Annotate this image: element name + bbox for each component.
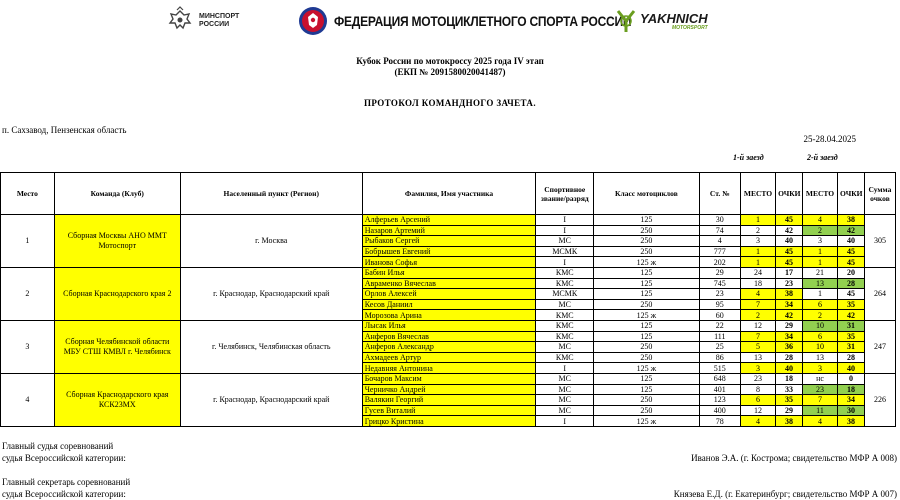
rider-class: 125 ж (594, 363, 699, 374)
rider-rank: МС (536, 342, 594, 353)
race2-points: 38 (838, 215, 865, 226)
rider-rank: I (536, 363, 594, 374)
rider-start-number: 78 (699, 416, 740, 427)
rider-class: 125 (594, 373, 699, 384)
rider-rank: МС (536, 236, 594, 247)
race2-points: 45 (838, 246, 865, 257)
rider-class: 125 (594, 278, 699, 289)
event-location: п. Сахзавод, Пензенская область (2, 125, 127, 135)
logo-strip (0, 4, 900, 38)
judge-name: Иванов Э.А. (г. Кострома; свидетельство МФР А 008) (691, 453, 897, 463)
race1-place: 12 (740, 405, 775, 416)
event-title: Кубок России по мотокроссу 2025 года IV этап (356, 56, 544, 66)
race1-place: 23 (740, 373, 775, 384)
rider-name: Рыбаков Сергей (362, 236, 536, 247)
yakhnich-logo (615, 4, 708, 38)
rider-class: 125 (594, 267, 699, 278)
rider-start-number: 22 (699, 320, 740, 331)
rider-name: Алферьев Арсений (362, 215, 536, 226)
race2-points: 18 (838, 384, 865, 395)
race2-points: 28 (838, 352, 865, 363)
race1-place: 7 (740, 299, 775, 310)
rider-class: 250 (594, 342, 699, 353)
rider-class: 250 (594, 225, 699, 236)
rider-rank: КМС (536, 267, 594, 278)
team-total: 305 (864, 215, 895, 268)
race1-points: 28 (776, 352, 803, 363)
race2-points: 40 (838, 363, 865, 374)
race1-place: 13 (740, 352, 775, 363)
race1-place: 4 (740, 416, 775, 427)
rider-rank: МСМК (536, 246, 594, 257)
race1-points: 34 (776, 331, 803, 342)
rider-start-number: 648 (699, 373, 740, 384)
table-row (1, 215, 896, 226)
rider-start-number: 95 (699, 299, 740, 310)
race1-points: 23 (776, 278, 803, 289)
rider-class: 125 ж (594, 310, 699, 321)
rider-start-number: 515 (699, 363, 740, 374)
race2-points: 28 (838, 278, 865, 289)
race2-place: 6 (802, 331, 837, 342)
race1-points: 45 (776, 257, 803, 268)
race1-points: 17 (776, 267, 803, 278)
rider-start-number: 777 (699, 246, 740, 257)
col-class: Класс мотоциклов (594, 173, 699, 215)
rider-start-number: 123 (699, 395, 740, 406)
race1-place: 4 (740, 289, 775, 300)
race2-points: 38 (838, 416, 865, 427)
rider-name: Бобрышев Евгений (362, 246, 536, 257)
rider-name: Грицко Кристина (362, 416, 536, 427)
race2-place: 21 (802, 267, 837, 278)
protocol-title: ПРОТОКОЛ КОМАНДНОГО ЗАЧЕТА. (364, 98, 536, 108)
secretary-title: Главный секретарь соревнований (2, 477, 131, 487)
race1-place: 2 (740, 310, 775, 321)
race1-place: 12 (740, 320, 775, 331)
rider-rank: КМС (536, 278, 594, 289)
col-race2-points: ОЧКИ (838, 173, 865, 215)
col-team: Команда (Клуб) (54, 173, 180, 215)
rider-name: Черничко Андрей (362, 384, 536, 395)
race1-points: 36 (776, 342, 803, 353)
race2-place: 3 (802, 363, 837, 374)
rider-start-number: 30 (699, 215, 740, 226)
rider-name: Гусев Виталий (362, 405, 536, 416)
rider-name: Лысак Илья (362, 320, 536, 331)
race2-points: 20 (838, 267, 865, 278)
team-name: Сборная Краснодарского края 2 (54, 267, 180, 320)
rider-start-number: 25 (699, 342, 740, 353)
rider-name: Кесов Даниил (362, 299, 536, 310)
team-city: г. Москва (180, 215, 362, 268)
rider-start-number: 202 (699, 257, 740, 268)
team-place: 1 (1, 215, 55, 268)
race2-points: 0 (838, 373, 865, 384)
rider-class: 250 (594, 236, 699, 247)
rider-class: 125 ж (594, 257, 699, 268)
race2-label: 2-й заезд (807, 153, 838, 162)
rider-start-number: 400 (699, 405, 740, 416)
secretary-name: Князева Е.Д. (г. Екатеринбург; свидетельство МФР А 007) (673, 489, 897, 499)
rider-rank: КМС (536, 310, 594, 321)
race2-place: 10 (802, 320, 837, 331)
rider-class: 125 (594, 320, 699, 331)
fms-title: ФЕДЕРАЦИЯ МОТОЦИКЛЕТНОГО СПОРТА РОССИИ (334, 13, 632, 29)
race2-place: 11 (802, 405, 837, 416)
race1-place: 3 (740, 236, 775, 247)
race2-place: 2 (802, 310, 837, 321)
team-total: 264 (864, 267, 895, 320)
race1-place: 1 (740, 246, 775, 257)
race2-place: 6 (802, 299, 837, 310)
race2-points: 42 (838, 225, 865, 236)
col-city: Населенный пункт (Регион) (180, 173, 362, 215)
rider-start-number: 111 (699, 331, 740, 342)
race1-points: 42 (776, 310, 803, 321)
race2-points: 31 (838, 320, 865, 331)
rider-name: Валякин Георгий (362, 395, 536, 406)
race2-place: 4 (802, 215, 837, 226)
rider-name: Назаров Артемий (362, 225, 536, 236)
race1-points: 45 (776, 215, 803, 226)
secretary-category: судья Всероссийской категории: (2, 489, 126, 499)
race2-points: 42 (838, 310, 865, 321)
col-total: Сумма очков (864, 173, 895, 215)
rider-rank: КМС (536, 331, 594, 342)
race2-place: 1 (802, 257, 837, 268)
race2-points: 45 (838, 257, 865, 268)
rider-rank: МСМК (536, 289, 594, 300)
rider-name: Авраменко Вячеслав (362, 278, 536, 289)
event-date: 25-28.04.2025 (803, 134, 856, 144)
table-header-row (1, 173, 896, 215)
race2-points: 34 (838, 395, 865, 406)
race2-points: 35 (838, 299, 865, 310)
race1-place: 3 (740, 363, 775, 374)
race1-points: 18 (776, 373, 803, 384)
event-ekp: (ЕКП № 2091580020041487) (394, 67, 506, 77)
rider-start-number: 745 (699, 278, 740, 289)
rider-name: Анферов Вячеслав (362, 331, 536, 342)
race1-points: 38 (776, 416, 803, 427)
yakhnich-subtext: MOTORSPORT (672, 24, 708, 31)
race2-place: нс (802, 373, 837, 384)
race2-place: 4 (802, 416, 837, 427)
team-name: Сборная Челябинской области МБУ СТШ КМВЛ г. Челябинск (54, 320, 180, 373)
col-place: Место (1, 173, 55, 215)
rider-rank: МС (536, 384, 594, 395)
col-race2-place: МЕСТО (802, 173, 837, 215)
race1-points: 35 (776, 395, 803, 406)
race1-place: 1 (740, 257, 775, 268)
rider-name: Ахмадеев Артур (362, 352, 536, 363)
race1-place: 1 (740, 215, 775, 226)
race2-points: 35 (838, 331, 865, 342)
rider-rank: МС (536, 405, 594, 416)
race1-points: 29 (776, 405, 803, 416)
race1-place: 5 (740, 342, 775, 353)
race2-points: 45 (838, 289, 865, 300)
col-rank: Спортивное звание/разряд (536, 173, 594, 215)
race2-place: 2 (802, 225, 837, 236)
rider-class: 250 (594, 395, 699, 406)
team-city: г. Краснодар, Краснодарский край (180, 373, 362, 426)
rider-start-number: 4 (699, 236, 740, 247)
race1-label: 1-й заезд (733, 153, 764, 162)
team-total: 226 (864, 373, 895, 426)
col-race1-place: МЕСТО (740, 173, 775, 215)
rider-rank: КМС (536, 352, 594, 363)
race2-points: 30 (838, 405, 865, 416)
rider-start-number: 401 (699, 384, 740, 395)
race2-place: 1 (802, 289, 837, 300)
race2-points: 40 (838, 236, 865, 247)
race2-place: 23 (802, 384, 837, 395)
race1-points: 40 (776, 363, 803, 374)
rider-rank: МС (536, 299, 594, 310)
team-name: Сборная Москвы АНО ММТ Мотоспорт (54, 215, 180, 268)
team-city: г. Челябинск, Челябинская область (180, 320, 362, 373)
rider-name: Бабин Илья (362, 267, 536, 278)
rider-rank: КМС (536, 320, 594, 331)
rider-rank: МС (536, 395, 594, 406)
rider-class: 125 (594, 384, 699, 395)
rider-start-number: 29 (699, 267, 740, 278)
team-city: г. Краснодар, Краснодарский край (180, 267, 362, 320)
table-row (1, 373, 896, 384)
race2-place: 13 (802, 278, 837, 289)
race1-points: 42 (776, 225, 803, 236)
rider-rank: I (536, 215, 594, 226)
race1-place: 6 (740, 395, 775, 406)
rider-name: Орлов Алексей (362, 289, 536, 300)
col-name: Фамилия, Имя участника (362, 173, 536, 215)
col-race1-points: ОЧКИ (776, 173, 803, 215)
rider-rank: I (536, 225, 594, 236)
rider-class: 250 (594, 246, 699, 257)
table-row (1, 267, 896, 278)
rider-name: Бочаров Максим (362, 373, 536, 384)
rider-class: 250 (594, 352, 699, 363)
rider-class: 125 ж (594, 416, 699, 427)
race1-place: 2 (740, 225, 775, 236)
race2-place: 3 (802, 236, 837, 247)
fms-shield-icon (298, 4, 328, 38)
race2-place: 1 (802, 246, 837, 257)
yakhnich-text: YAKHNICH (640, 10, 708, 26)
rider-start-number: 23 (699, 289, 740, 300)
minsport-logo (165, 4, 239, 38)
race1-points: 34 (776, 299, 803, 310)
race2-place: 7 (802, 395, 837, 406)
race1-points: 33 (776, 384, 803, 395)
race1-place: 7 (740, 331, 775, 342)
rider-class: 250 (594, 299, 699, 310)
rider-rank: МС (536, 373, 594, 384)
rider-rank: I (536, 416, 594, 427)
race2-points: 31 (838, 342, 865, 353)
race1-place: 24 (740, 267, 775, 278)
race1-points: 40 (776, 236, 803, 247)
judge-title: Главный судья соревнований (2, 441, 114, 451)
team-standings-table (0, 172, 896, 427)
race1-place: 18 (740, 278, 775, 289)
rider-class: 125 (594, 289, 699, 300)
rider-name: Анферов Александр (362, 342, 536, 353)
race2-place: 13 (802, 352, 837, 363)
race1-points: 29 (776, 320, 803, 331)
team-place: 3 (1, 320, 55, 373)
race1-place: 8 (740, 384, 775, 395)
race1-points: 38 (776, 289, 803, 300)
judge-category: судья Всероссийской категории: (2, 453, 126, 463)
team-total: 247 (864, 320, 895, 373)
table-row (1, 320, 896, 331)
rider-start-number: 60 (699, 310, 740, 321)
rider-start-number: 86 (699, 352, 740, 363)
race2-place: 10 (802, 342, 837, 353)
rider-start-number: 74 (699, 225, 740, 236)
rider-name: Недавняя Антонина (362, 363, 536, 374)
rider-rank: I (536, 257, 594, 268)
team-place: 4 (1, 373, 55, 426)
rider-name: Иванова Софья (362, 257, 536, 268)
race1-points: 45 (776, 246, 803, 257)
team-name: Сборная Краснодарского края КСК23МХ (54, 373, 180, 426)
col-start-number: Ст. № (699, 173, 740, 215)
team-place: 2 (1, 267, 55, 320)
eagle-emblem-icon (165, 6, 195, 36)
rider-class: 125 (594, 215, 699, 226)
rider-class: 250 (594, 405, 699, 416)
rider-class: 125 (594, 331, 699, 342)
minsport-text: МИНСПОРТ РОССИИ (199, 13, 240, 28)
rider-name: Морозова Арина (362, 310, 536, 321)
yakhnich-emblem-icon (615, 7, 637, 35)
